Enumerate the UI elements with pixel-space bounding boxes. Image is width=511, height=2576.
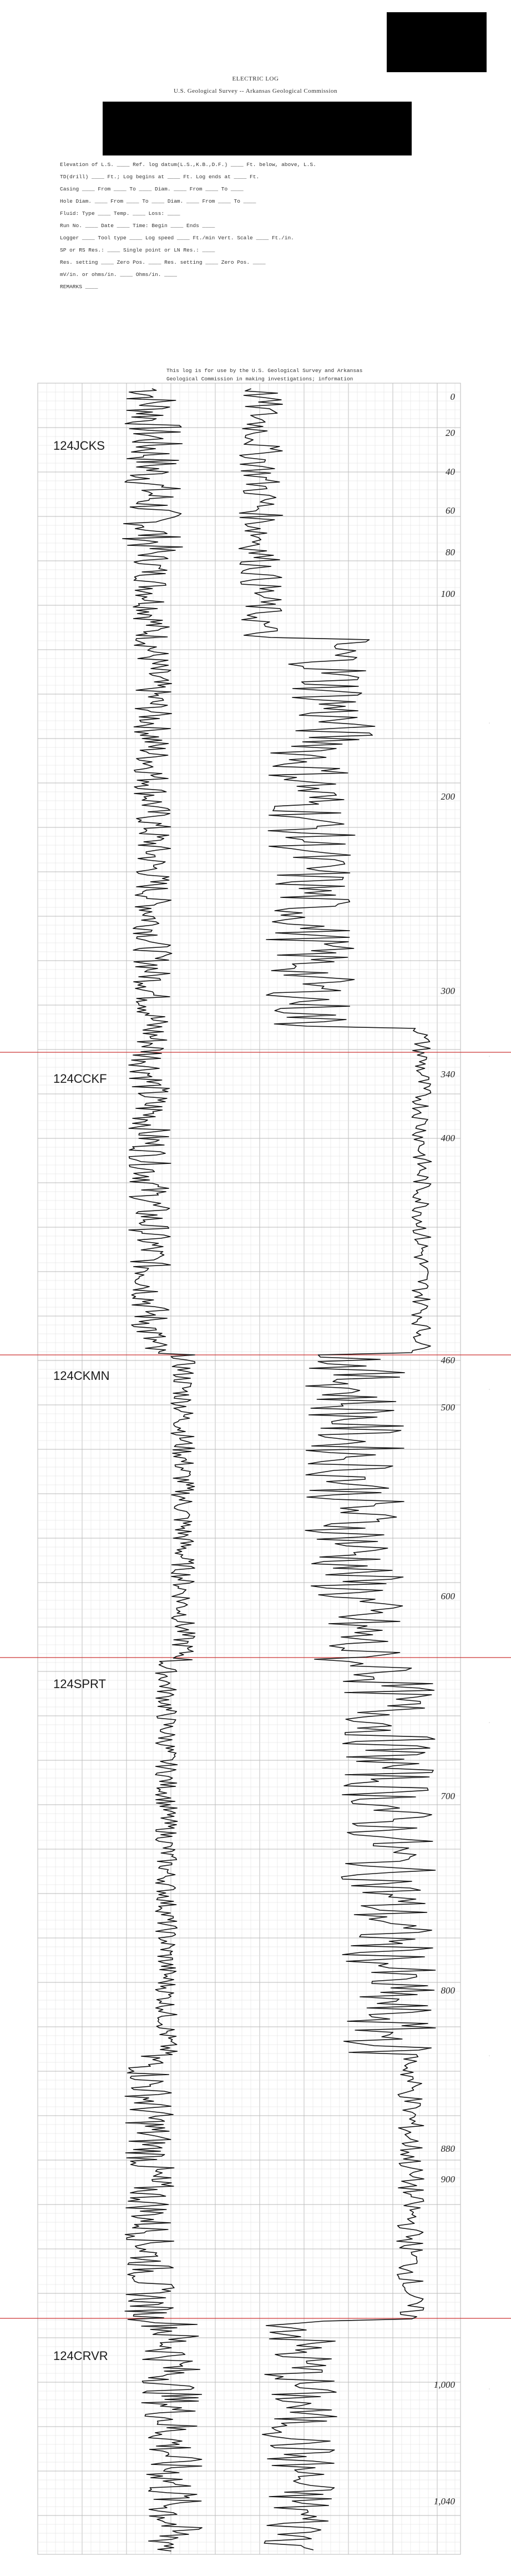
formation-label: 124CRVR bbox=[53, 2349, 108, 2363]
depth-label: 1,040 bbox=[433, 2496, 455, 2507]
header-field-row: Res. setting ____ Zero Pos. ____ Res. setting ____ Zero Pos. ____ bbox=[60, 259, 266, 265]
depth-label: 880 bbox=[441, 2143, 455, 2154]
margin-tick: · bbox=[487, 1721, 491, 1724]
margin-tick: · bbox=[487, 1055, 491, 1058]
formation-label: 124SPRT bbox=[53, 1677, 106, 1691]
margin-tick: · bbox=[487, 1388, 491, 1391]
margin-tick: · bbox=[487, 2055, 491, 2057]
margin-tick: · bbox=[487, 2388, 491, 2391]
depth-label: 60 bbox=[446, 505, 455, 516]
header-field-row: TD(drill) ____ Ft.; Log begins at ____ Ft. Log ends at ____ Ft. bbox=[60, 174, 260, 180]
header-field-row: Fluid: Type ____ Temp. ____ Loss: ____ bbox=[60, 210, 180, 217]
depth-label: 700 bbox=[441, 1791, 455, 1801]
header-field-row: SP or RS Res.: ____ Single point or LN Res.: ____ bbox=[60, 247, 215, 253]
disclaimer-line: This log is for use by the U.S. Geological Survey and Arkansas bbox=[166, 368, 363, 374]
depth-label: 900 bbox=[441, 2174, 455, 2185]
depth-label: 20 bbox=[446, 428, 455, 438]
formation-label: 124JCKS bbox=[53, 439, 105, 453]
depth-label: 40 bbox=[446, 466, 455, 477]
depth-label: 200 bbox=[441, 791, 455, 802]
formation-label: 124CKMN bbox=[53, 1369, 110, 1383]
header-field-row: Casing ____ From ____ To ____ Diam. ____ From ____ To ____ bbox=[60, 186, 244, 192]
disclaimer-line: Geological Commission in making investigations; information bbox=[166, 376, 353, 382]
depth-label: 460 bbox=[441, 1355, 455, 1365]
header-field-row: Run No. ____ Date ____ Time: Begin ____ Ends ____ bbox=[60, 223, 215, 229]
header-field-row: mV/in. or ohms/in. ____ Ohms/in. ____ bbox=[60, 272, 177, 278]
header-field-row: Logger ____ Tool type ____ Log speed ____ Ft./min Vert. Scale ____ Ft./in. bbox=[60, 235, 294, 241]
depth-label: 500 bbox=[441, 1402, 455, 1413]
header-field-row: Hole Diam. ____ From ____ To ____ Diam. ____ From ____ To ____ bbox=[60, 198, 256, 204]
depth-label: 800 bbox=[441, 1985, 455, 1996]
formation-label: 124CCKF bbox=[53, 1072, 107, 1086]
log-subtitle: U.S. Geological Survey -- Arkansas Geological Commission bbox=[173, 88, 338, 94]
chart-grid bbox=[38, 383, 461, 2554]
depth-label: 100 bbox=[441, 589, 455, 599]
depth-label: 300 bbox=[441, 986, 455, 996]
depth-label: 340 bbox=[441, 1069, 455, 1079]
depth-label: 600 bbox=[441, 1591, 455, 1601]
log-title: ELECTRIC LOG bbox=[232, 76, 279, 82]
depth-label: 80 bbox=[446, 547, 455, 558]
margin-tick: · bbox=[487, 722, 491, 725]
depth-label: 0 bbox=[450, 391, 455, 402]
header-field-row: REMARKS ____ bbox=[60, 284, 98, 290]
depth-label: 400 bbox=[441, 1133, 455, 1143]
depth-label: 1,000 bbox=[433, 2379, 455, 2390]
header-field-row: Elevation of L.S. ____ Ref. log datum(L.S.,K.B.,D.F.) ____ Ft. below, above, L.S. bbox=[60, 162, 316, 168]
grid-frame bbox=[38, 383, 461, 2554]
